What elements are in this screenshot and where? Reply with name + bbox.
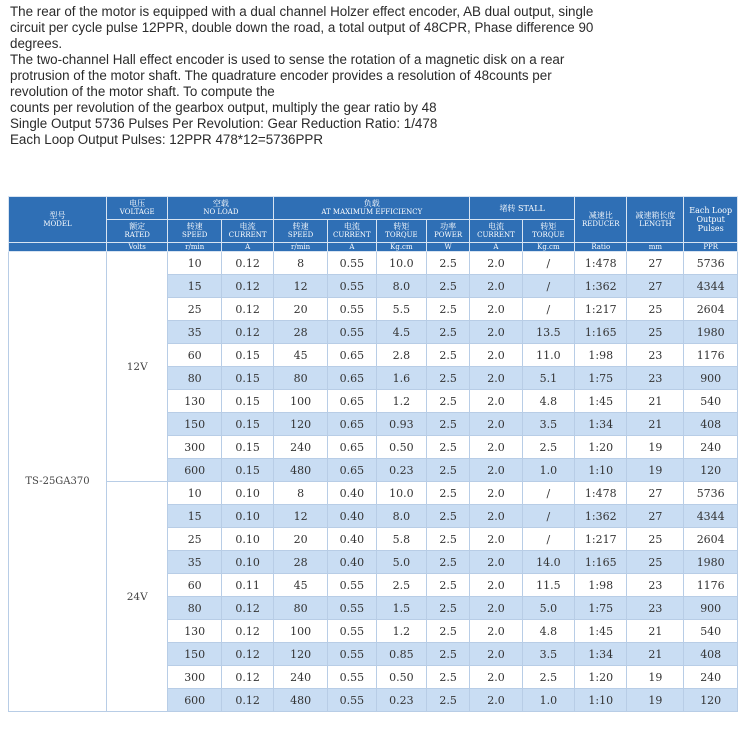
table-cell: 19 (627, 459, 684, 482)
header-reducer-en: REDUCER (581, 219, 620, 228)
header-rated-cn: 额定 (129, 222, 146, 231)
table-cell: 2.5 (426, 459, 469, 482)
table-cell: 2604 (684, 528, 738, 551)
intro-line: protrusion of the motor shaft. The quadrature encoder provides a resolution of 48counts per (10, 68, 552, 83)
header-model (9, 197, 107, 243)
table-cell: 540 (684, 390, 738, 413)
table-cell: 1.2 (376, 620, 426, 643)
table-cell: 80 (274, 597, 328, 620)
table-cell: 21 (627, 643, 684, 666)
header-length-en: LENGTH (639, 219, 672, 228)
table-cell: 80 (168, 597, 222, 620)
table-cell: 0.12 (221, 298, 273, 321)
table-cell: 5736 (684, 482, 738, 505)
unit-ppr: PPR (684, 243, 738, 252)
table-cell: 27 (627, 275, 684, 298)
table-cell: 100 (274, 390, 328, 413)
header-power-cn: 功率 (440, 222, 457, 231)
header-noload-en: NO LOAD (203, 208, 239, 216)
table-cell: 2.5 (426, 551, 469, 574)
table-cell: 0.23 (376, 459, 426, 482)
header-loaded-en: AT MAXIMUM EFFICIENCY (321, 208, 423, 216)
table-cell: 45 (274, 574, 328, 597)
table-cell: 23 (627, 574, 684, 597)
table-cell: 0.11 (221, 574, 273, 597)
table-cell: 240 (274, 666, 328, 689)
table-cell: 1176 (684, 344, 738, 367)
header-current-en: CURRENT (332, 231, 371, 239)
table-cell: 1:75 (575, 367, 627, 390)
voltage-cell: 12V (106, 252, 168, 482)
table-cell: 0.12 (221, 252, 273, 275)
table-cell: 28 (274, 321, 328, 344)
table-cell: 0.40 (327, 528, 376, 551)
table-cell: 60 (168, 344, 222, 367)
header-torque-en: TORQUE (532, 231, 565, 239)
table-cell: 408 (684, 413, 738, 436)
unit-blank (9, 243, 107, 252)
table-cell: 2.0 (470, 367, 522, 390)
table-cell: 600 (168, 459, 222, 482)
table-cell: 25 (168, 298, 222, 321)
table-cell: 0.50 (376, 666, 426, 689)
table-cell: 0.55 (327, 298, 376, 321)
header-length (627, 197, 684, 243)
table-cell: 25 (627, 298, 684, 321)
table-cell: 27 (627, 505, 684, 528)
header-speed-en: SPEED (287, 231, 314, 239)
table-cell: 0.65 (327, 390, 376, 413)
header-each-loop: Each Loop Output Pulses (684, 197, 738, 243)
table-cell: 10.0 (376, 252, 426, 275)
table-cell: 15 (168, 275, 222, 298)
table-cell: 2.5 (426, 367, 469, 390)
header-load-power (426, 220, 469, 243)
table-cell: 0.55 (327, 275, 376, 298)
header-speed-en: SPEED (182, 231, 208, 239)
table-cell: 120 (684, 459, 738, 482)
table-cell: 2.0 (470, 275, 522, 298)
header-speed-cn: 转速 (186, 222, 203, 231)
table-cell: 1:478 (575, 252, 627, 275)
table-cell: / (522, 275, 574, 298)
table-cell: 5736 (684, 252, 738, 275)
table-cell: 1:20 (575, 436, 627, 459)
intro-line: The two-channel Hall effect encoder is used to sense the rotation of a magnetic disk on a rear (10, 52, 565, 67)
table-cell: 130 (168, 620, 222, 643)
table-cell: 5.5 (376, 298, 426, 321)
table-cell: 150 (168, 413, 222, 436)
table-cell: 120 (684, 689, 738, 712)
intro-line: revolution of the motor shaft. To compute the (10, 84, 275, 99)
table-cell: 2.5 (426, 666, 469, 689)
table-cell: 3.5 (522, 413, 574, 436)
header-loaded-cn: 负载 (363, 199, 380, 208)
table-cell: 0.10 (221, 505, 273, 528)
unit-kgcm: Kg.cm (522, 243, 574, 252)
table-cell: 2.5 (426, 597, 469, 620)
table-cell: 0.50 (376, 436, 426, 459)
table-cell: 2.5 (426, 620, 469, 643)
table-cell: 8.0 (376, 505, 426, 528)
unit-mm: mm (627, 243, 684, 252)
header-current-cn: 电流 (487, 222, 504, 231)
table-cell: 1:362 (575, 275, 627, 298)
table-cell: 2.0 (470, 666, 522, 689)
unit-amp: A (221, 243, 273, 252)
table-cell: 0.55 (327, 620, 376, 643)
table-cell: 5.0 (522, 597, 574, 620)
header-loaded (274, 197, 470, 220)
table-cell: 27 (627, 482, 684, 505)
header-length-cn: 减速箱长度 (635, 210, 676, 220)
header-noload-cn: 空载 (212, 199, 229, 208)
header-rated-en: RATED (124, 231, 150, 239)
table-cell: 5.1 (522, 367, 574, 390)
table-cell: 120 (274, 643, 328, 666)
header-stall-torque (522, 220, 574, 243)
table-cell: 2.5 (376, 574, 426, 597)
table-cell: 540 (684, 620, 738, 643)
table-cell: 2.5 (426, 344, 469, 367)
unit-kgcm: Kg.cm (376, 243, 426, 252)
intro-text (10, 4, 740, 148)
table-cell: 2.0 (470, 344, 522, 367)
header-stall-current (470, 220, 522, 243)
intro-line: counts per revolution of the gearbox output, multiply the gear ratio by 48 (10, 100, 437, 115)
table-cell: 23 (627, 367, 684, 390)
intro-line: Each Loop Output Pulses: 12PPR 478*12=5736PPR (10, 132, 324, 147)
table-cell: 2.0 (470, 574, 522, 597)
table-cell: 0.40 (327, 482, 376, 505)
table-cell: 0.55 (327, 574, 376, 597)
table-cell: 0.15 (221, 413, 273, 436)
header-load-torque (376, 220, 426, 243)
table-cell: 1.6 (376, 367, 426, 390)
header-noload-speed (168, 220, 222, 243)
table-cell: 300 (168, 436, 222, 459)
table-cell: 80 (168, 367, 222, 390)
table-cell: 0.55 (327, 666, 376, 689)
table-cell: 0.93 (376, 413, 426, 436)
table-cell: 480 (274, 459, 328, 482)
table-cell: 0.65 (327, 436, 376, 459)
table-cell: 2.5 (426, 643, 469, 666)
table-cell: 4344 (684, 505, 738, 528)
table-cell: 2.0 (470, 597, 522, 620)
table-cell: 2.0 (470, 436, 522, 459)
table-cell: 8 (274, 252, 328, 275)
table-cell: 14.0 (522, 551, 574, 574)
table-cell: 20 (274, 528, 328, 551)
table-cell: 28 (274, 551, 328, 574)
table-cell: 5.8 (376, 528, 426, 551)
header-voltage (106, 197, 168, 220)
table-cell: / (522, 298, 574, 321)
table-cell: 20 (274, 298, 328, 321)
spec-table (8, 196, 738, 712)
table-cell: 1:34 (575, 643, 627, 666)
table-cell: 480 (274, 689, 328, 712)
table-cell: 23 (627, 597, 684, 620)
table-row (9, 252, 738, 275)
header-noload (168, 197, 274, 220)
table-cell: 10 (168, 252, 222, 275)
table-cell: 10.0 (376, 482, 426, 505)
table-cell: 1176 (684, 574, 738, 597)
intro-line: Single Output 5736 Pulses Per Revolution: Gear Reduction Ratio: 1/478 (10, 116, 438, 131)
table-cell: 1:165 (575, 321, 627, 344)
table-cell: 2.0 (470, 689, 522, 712)
table-cell: 1:34 (575, 413, 627, 436)
table-cell: 2.0 (470, 390, 522, 413)
table-cell: 11.0 (522, 344, 574, 367)
table-cell: 2.5 (426, 574, 469, 597)
table-cell: 19 (627, 666, 684, 689)
table-cell: 12 (274, 505, 328, 528)
unit-volts: Volts (106, 243, 168, 252)
table-cell: 2.0 (470, 551, 522, 574)
table-cell: 0.10 (221, 482, 273, 505)
table-cell: 900 (684, 597, 738, 620)
table-cell: 21 (627, 413, 684, 436)
table-cell: 3.5 (522, 643, 574, 666)
table-cell: 0.40 (327, 551, 376, 574)
table-cell: 0.15 (221, 390, 273, 413)
table-cell: 0.15 (221, 344, 273, 367)
voltage-cell: 24V (106, 482, 168, 712)
header-voltage-cn: 电压 (129, 199, 146, 208)
table-cell: 2.0 (470, 620, 522, 643)
table-cell: 8.0 (376, 275, 426, 298)
table-cell: 0.55 (327, 252, 376, 275)
table-cell: 0.55 (327, 689, 376, 712)
unit-amp: A (327, 243, 376, 252)
table-cell: 2.5 (522, 666, 574, 689)
header-reducer-cn: 减速比 (588, 210, 613, 220)
table-cell: 1:20 (575, 666, 627, 689)
header-load-speed (274, 220, 328, 243)
table-cell: 0.65 (327, 413, 376, 436)
table-cell: 2.5 (426, 298, 469, 321)
table-cell: 21 (627, 390, 684, 413)
table-cell: 130 (168, 390, 222, 413)
table-cell: 2.0 (470, 321, 522, 344)
table-cell: 1:75 (575, 597, 627, 620)
table-cell: 0.40 (327, 505, 376, 528)
table-cell: 2.0 (470, 252, 522, 275)
table-cell: 0.12 (221, 689, 273, 712)
table-cell: 2.5 (426, 321, 469, 344)
table-cell: 2.0 (470, 528, 522, 551)
table-cell: 2.5 (426, 252, 469, 275)
unit-ratio: Ratio (575, 243, 627, 252)
table-cell: 80 (274, 367, 328, 390)
header-reducer (575, 197, 627, 243)
table-cell: 2.5 (426, 689, 469, 712)
table-cell: 4344 (684, 275, 738, 298)
table-cell: 0.65 (327, 344, 376, 367)
table-cell: 2.5 (426, 505, 469, 528)
table-cell: 150 (168, 643, 222, 666)
table-cell: 100 (274, 620, 328, 643)
table-cell: 2604 (684, 298, 738, 321)
table-cell: 12 (274, 275, 328, 298)
table-cell: 0.12 (221, 620, 273, 643)
table-cell: 35 (168, 551, 222, 574)
table-cell: 0.85 (376, 643, 426, 666)
table-cell: 1.5 (376, 597, 426, 620)
table-cell: 13.5 (522, 321, 574, 344)
table-cell: 1980 (684, 551, 738, 574)
header-stall: 堵转 STALL (470, 197, 575, 220)
table-cell: 25 (627, 321, 684, 344)
header-load-current (327, 220, 376, 243)
table-cell: 1:478 (575, 482, 627, 505)
table-cell: 45 (274, 344, 328, 367)
unit-rpm: r/min (168, 243, 222, 252)
table-cell: 25 (627, 528, 684, 551)
table-cell: 0.15 (221, 459, 273, 482)
table-cell: 21 (627, 620, 684, 643)
table-cell: 0.12 (221, 597, 273, 620)
table-cell: 900 (684, 367, 738, 390)
table-cell: 0.12 (221, 321, 273, 344)
table-cell: 19 (627, 689, 684, 712)
table-cell: 1:45 (575, 390, 627, 413)
table-cell: 1.0 (522, 689, 574, 712)
table-cell: 0.65 (327, 367, 376, 390)
table-cell: 4.8 (522, 390, 574, 413)
table-cell: 120 (274, 413, 328, 436)
table-cell: 240 (274, 436, 328, 459)
table-cell: / (522, 528, 574, 551)
table-cell: 0.55 (327, 597, 376, 620)
table-cell: 1980 (684, 321, 738, 344)
table-cell: 0.10 (221, 551, 273, 574)
table-cell: 2.5 (426, 436, 469, 459)
table-cell: 27 (627, 252, 684, 275)
table-cell: 1:217 (575, 298, 627, 321)
table-cell: 2.5 (426, 413, 469, 436)
header-rated (106, 220, 168, 243)
table-cell: 0.15 (221, 367, 273, 390)
header-speed-cn: 转速 (292, 222, 309, 231)
table-cell: 10 (168, 482, 222, 505)
table-cell: 1.0 (522, 459, 574, 482)
table-cell: 0.12 (221, 666, 273, 689)
table-cell: 600 (168, 689, 222, 712)
table-cell: 11.5 (522, 574, 574, 597)
table-cell: 0.55 (327, 321, 376, 344)
table-cell: 2.5 (426, 275, 469, 298)
table-cell: 1:10 (575, 689, 627, 712)
header-current-cn: 电流 (239, 222, 256, 231)
table-cell: 2.8 (376, 344, 426, 367)
table-cell: 2.5 (522, 436, 574, 459)
table-cell: 8 (274, 482, 328, 505)
table-cell: 408 (684, 643, 738, 666)
table-cell: / (522, 482, 574, 505)
table-cell: 2.0 (470, 298, 522, 321)
table-cell: 2.0 (470, 505, 522, 528)
table-cell: 1:98 (575, 344, 627, 367)
table-cell: 35 (168, 321, 222, 344)
header-voltage-en: VOLTAGE (119, 208, 155, 216)
table-cell: 1:217 (575, 528, 627, 551)
intro-line: circuit per cycle pulse 12PPR, double down the road, a total output of 48CPR, Phase difference 90 (10, 20, 594, 35)
table-cell: 2.5 (426, 482, 469, 505)
intro-line: The rear of the motor is equipped with a dual channel Holzer effect encoder, AB dual output, single (10, 4, 594, 19)
header-torque-cn: 转矩 (540, 222, 557, 231)
table-cell: 5.0 (376, 551, 426, 574)
table-cell: 0.23 (376, 689, 426, 712)
unit-amp: A (470, 243, 522, 252)
model-cell: TS-25GA370 (9, 252, 107, 712)
table-cell: 1:362 (575, 505, 627, 528)
table-cell: 2.0 (470, 459, 522, 482)
header-current-en: CURRENT (477, 231, 515, 239)
table-cell: 2.5 (426, 390, 469, 413)
table-cell: 0.10 (221, 528, 273, 551)
table-body (9, 252, 738, 712)
table-cell: 1:45 (575, 620, 627, 643)
table-cell: 23 (627, 344, 684, 367)
unit-watt: W (426, 243, 469, 252)
header-model-en: MODEL (43, 219, 72, 228)
table-cell: 2.0 (470, 643, 522, 666)
table-cell: 4.5 (376, 321, 426, 344)
table-cell: 60 (168, 574, 222, 597)
table-cell: 25 (168, 528, 222, 551)
header-power-en: POWER (434, 231, 463, 239)
table-cell: 15 (168, 505, 222, 528)
table-cell: / (522, 252, 574, 275)
table-cell: 2.0 (470, 482, 522, 505)
table-cell: 25 (627, 551, 684, 574)
header-current-cn: 电流 (343, 222, 360, 231)
table-cell: 1:165 (575, 551, 627, 574)
intro-line: degrees. (10, 36, 63, 51)
table-row (9, 482, 738, 505)
header-model-cn: 型号 (49, 210, 66, 220)
table-cell: 2.5 (426, 528, 469, 551)
table-cell: 0.55 (327, 643, 376, 666)
header-torque-cn: 转矩 (393, 222, 410, 231)
table-cell: 1:98 (575, 574, 627, 597)
table-cell: 0.15 (221, 436, 273, 459)
table-cell: 0.65 (327, 459, 376, 482)
table-cell: 0.12 (221, 643, 273, 666)
unit-rpm: r/min (274, 243, 328, 252)
header-current-en: CURRENT (228, 231, 267, 239)
table-cell: 240 (684, 666, 738, 689)
table-cell: 300 (168, 666, 222, 689)
table-cell: 4.8 (522, 620, 574, 643)
table-cell: 2.0 (470, 413, 522, 436)
table-cell: 0.12 (221, 275, 273, 298)
header-torque-en: TORQUE (385, 231, 418, 239)
table-cell: 1.2 (376, 390, 426, 413)
table-cell: 19 (627, 436, 684, 459)
table-cell: 1:10 (575, 459, 627, 482)
table-cell: 240 (684, 436, 738, 459)
header-noload-current (221, 220, 273, 243)
table-cell: / (522, 505, 574, 528)
